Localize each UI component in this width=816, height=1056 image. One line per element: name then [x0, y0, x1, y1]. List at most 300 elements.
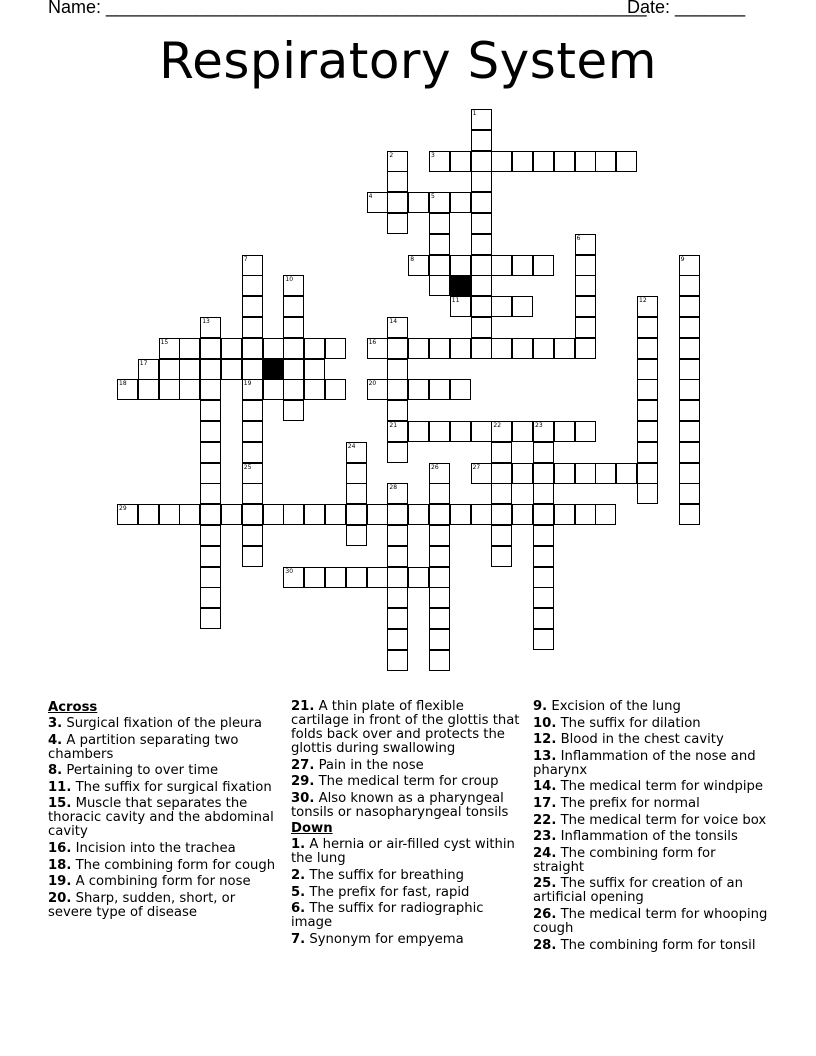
- cell-number: 1: [472, 110, 477, 117]
- across-clue: [291, 775, 523, 789]
- grid-cell[interactable]: [595, 463, 616, 484]
- grid-cell[interactable]: [200, 421, 221, 442]
- grid-cell[interactable]: [429, 234, 450, 255]
- clue-number: 24.: [533, 845, 557, 861]
- grid-cell[interactable]: [491, 296, 512, 317]
- grid-cell[interactable]: [512, 463, 533, 484]
- grid-cell[interactable]: [554, 338, 575, 359]
- grid-cell[interactable]: [679, 379, 700, 400]
- grid-cell[interactable]: [429, 587, 450, 608]
- grid-cell[interactable]: [429, 275, 450, 296]
- clue-number: 28.: [533, 937, 557, 953]
- grid-cell[interactable]: [325, 504, 346, 525]
- cell-number: 6: [576, 234, 581, 242]
- grid-cell[interactable]: [491, 463, 512, 484]
- grid-cell[interactable]: [200, 608, 221, 629]
- grid-cell[interactable]: [346, 525, 367, 546]
- down-clue: [533, 797, 768, 811]
- grid-cell[interactable]: [429, 629, 450, 650]
- grid-cell[interactable]: [679, 483, 700, 504]
- grid-cell[interactable]: [283, 359, 304, 380]
- grid-cell[interactable]: [179, 504, 200, 525]
- down-clue: [533, 717, 768, 731]
- grid-cell[interactable]: [679, 359, 700, 380]
- grid-cell[interactable]: [679, 421, 700, 442]
- grid-cell[interactable]: [637, 317, 658, 338]
- grid-cell[interactable]: [637, 400, 658, 421]
- grid-cell[interactable]: [429, 504, 450, 525]
- grid-cell[interactable]: [575, 504, 596, 525]
- grid-cell[interactable]: [429, 213, 450, 234]
- grid-cell[interactable]: [429, 525, 450, 546]
- clue-text: The combining form for straight: [533, 845, 716, 875]
- grid-cell[interactable]: [387, 546, 408, 567]
- grid-cell[interactable]: [283, 379, 304, 400]
- down-clue: [533, 877, 768, 905]
- black-cell: [450, 275, 471, 296]
- grid-cell[interactable]: [533, 483, 554, 504]
- clue-text: The suffix for breathing: [305, 867, 465, 883]
- grid-cell[interactable]: [533, 525, 554, 546]
- down-clue: [533, 939, 768, 953]
- clue-number: 23.: [533, 829, 557, 845]
- grid-cell[interactable]: [450, 379, 471, 400]
- cell-number: 14: [389, 318, 398, 325]
- down-clue: [533, 908, 768, 936]
- grid-cell[interactable]: [263, 338, 284, 359]
- grid-cell[interactable]: [450, 192, 471, 213]
- grid-cell[interactable]: [512, 296, 533, 317]
- grid-cell[interactable]: [595, 151, 616, 172]
- grid-cell[interactable]: [304, 567, 325, 588]
- grid-cell[interactable]: [429, 608, 450, 629]
- cell-number: 24: [347, 442, 356, 450]
- down-clue: [533, 750, 768, 778]
- clue-number: 22.: [533, 812, 557, 828]
- grid-cell[interactable]: [408, 504, 429, 525]
- down-clue: [533, 733, 768, 747]
- grid-cell[interactable]: [387, 400, 408, 421]
- grid-cell[interactable]: [533, 463, 554, 484]
- grid-cell[interactable]: [471, 234, 492, 255]
- grid-cell[interactable]: [491, 483, 512, 504]
- grid-cell[interactable]: [533, 608, 554, 629]
- grid-cell[interactable]: [242, 275, 263, 296]
- cell-number: 22: [493, 422, 502, 429]
- cell-number: 15: [160, 338, 169, 346]
- clue-number: 11.: [48, 779, 72, 795]
- grid-cell[interactable]: [679, 338, 700, 359]
- grid-cell[interactable]: [512, 338, 533, 359]
- grid-cell[interactable]: [575, 275, 596, 296]
- grid-cell[interactable]: [283, 317, 304, 338]
- grid-cell[interactable]: [200, 525, 221, 546]
- grid-cell[interactable]: [471, 213, 492, 234]
- grid-cell[interactable]: [200, 546, 221, 567]
- clue-number: 16.: [48, 840, 72, 856]
- down-heading: Down: [291, 821, 333, 837]
- grid-cell[interactable]: [367, 504, 388, 525]
- clues-column-2: [291, 700, 523, 949]
- cell-number: 4: [368, 193, 373, 201]
- grid-cell[interactable]: [283, 338, 304, 359]
- grid-cell[interactable]: [387, 567, 408, 588]
- grid-cell[interactable]: [325, 338, 346, 359]
- clue-number: 4.: [48, 732, 63, 748]
- across-clue: [291, 700, 523, 756]
- grid-cell[interactable]: [491, 151, 512, 172]
- grid-cell[interactable]: [387, 338, 408, 359]
- across-clue: [48, 892, 278, 920]
- grid-cell[interactable]: [429, 483, 450, 504]
- grid-cell[interactable]: [242, 317, 263, 338]
- grid-cell[interactable]: [637, 442, 658, 463]
- clue-number: 20.: [48, 890, 72, 906]
- grid-cell[interactable]: [242, 338, 263, 359]
- grid-cell[interactable]: [200, 379, 221, 400]
- grid-cell[interactable]: [450, 504, 471, 525]
- across-clue: [48, 734, 278, 762]
- down-clue: [291, 886, 523, 900]
- grid-cell[interactable]: [200, 338, 221, 359]
- grid-cell[interactable]: [554, 151, 575, 172]
- clue-number: 29.: [291, 774, 315, 790]
- grid-cell[interactable]: [533, 255, 554, 276]
- clue-number: 3.: [48, 716, 63, 731]
- grid-cell[interactable]: [325, 379, 346, 400]
- clue-text: The medical term for windpipe: [556, 779, 764, 795]
- clue-number: 26.: [533, 906, 557, 922]
- grid-cell[interactable]: [471, 504, 492, 525]
- grid-cell[interactable]: [346, 567, 367, 588]
- grid-cell[interactable]: [616, 463, 637, 484]
- clue-text: The suffix for dilation: [556, 715, 701, 731]
- grid-cell[interactable]: [242, 296, 263, 317]
- grid-cell[interactable]: [200, 463, 221, 484]
- grid-cell[interactable]: [679, 463, 700, 484]
- down-clue: [291, 902, 523, 930]
- grid-cell[interactable]: [179, 359, 200, 380]
- grid-cell[interactable]: [242, 504, 263, 525]
- grid-cell[interactable]: [512, 151, 533, 172]
- grid-cell[interactable]: [200, 587, 221, 608]
- clue-text: Inflammation of the tonsils: [556, 829, 738, 845]
- grid-cell[interactable]: [242, 359, 263, 380]
- clues-column-3: [533, 700, 768, 955]
- clue-text: The suffix for surgical fixation: [71, 779, 272, 795]
- clue-text: Blood in the chest cavity: [556, 732, 724, 748]
- grid-cell[interactable]: [283, 504, 304, 525]
- grid-cell[interactable]: [408, 379, 429, 400]
- grid-cell[interactable]: [575, 463, 596, 484]
- clue-number: 27.: [291, 757, 315, 773]
- grid-cell[interactable]: [512, 421, 533, 442]
- grid-cell[interactable]: [408, 192, 429, 213]
- grid-cell[interactable]: [575, 421, 596, 442]
- down-clue: [291, 933, 523, 947]
- cell-number: 9: [680, 255, 685, 263]
- grid-cell[interactable]: [533, 151, 554, 172]
- grid-cell[interactable]: [533, 504, 554, 525]
- grid-cell[interactable]: [387, 525, 408, 546]
- clue-number: 15.: [48, 796, 72, 812]
- cell-number: 8: [410, 255, 415, 263]
- grid-cell[interactable]: [491, 546, 512, 567]
- grid-cell[interactable]: [387, 629, 408, 650]
- clue-text: A thin plate of flexible cartilage in front of the glottis that folds back over and protects the glottis during swallowing: [291, 699, 520, 756]
- grid-cell[interactable]: [679, 296, 700, 317]
- clue-number: 9.: [533, 699, 548, 714]
- grid-cell[interactable]: [159, 504, 180, 525]
- across-clue: [48, 859, 278, 873]
- grid-cell[interactable]: [283, 296, 304, 317]
- grid-cell[interactable]: [200, 400, 221, 421]
- grid-cell[interactable]: [387, 359, 408, 380]
- clue-text: Muscle that separates the thoracic cavity and the abdominal cavity: [48, 796, 274, 840]
- clue-text: Inflammation of the nose and pharynx: [533, 748, 756, 778]
- grid-cell[interactable]: [263, 504, 284, 525]
- grid-cell[interactable]: [242, 421, 263, 442]
- grid-cell[interactable]: [616, 151, 637, 172]
- grid-cell[interactable]: [159, 359, 180, 380]
- grid-cell[interactable]: [304, 359, 325, 380]
- cell-number: 10: [285, 276, 294, 284]
- clue-text: The suffix for radiographic image: [291, 901, 484, 931]
- grid-cell[interactable]: [595, 504, 616, 525]
- grid-cell[interactable]: [679, 504, 700, 525]
- clue-text: Surgical fixation of the pleura: [62, 716, 262, 731]
- grid-cell[interactable]: [637, 463, 658, 484]
- grid-cell[interactable]: [221, 359, 242, 380]
- clue-text: The suffix for creation of an artificial opening: [533, 876, 743, 906]
- grid-cell[interactable]: [242, 400, 263, 421]
- grid-cell[interactable]: [533, 567, 554, 588]
- clue-number: 6.: [291, 901, 306, 917]
- grid-cell[interactable]: [408, 338, 429, 359]
- cell-number: 13: [202, 318, 210, 325]
- grid-cell[interactable]: [575, 151, 596, 172]
- grid-cell[interactable]: [242, 483, 263, 504]
- grid-cell[interactable]: [471, 275, 492, 296]
- clue-number: 17.: [533, 795, 557, 811]
- grid-cell[interactable]: [387, 213, 408, 234]
- grid-cell[interactable]: [138, 379, 159, 400]
- cell-number: 18: [119, 380, 127, 388]
- grid-cell[interactable]: [408, 421, 429, 442]
- cell-number: 26: [431, 463, 439, 471]
- grid-cell[interactable]: [575, 317, 596, 338]
- grid-cell[interactable]: [637, 379, 658, 400]
- clue-number: 2.: [291, 867, 306, 883]
- name-field[interactable]: Name: ______________________________________________________: [48, 0, 647, 17]
- cell-number: 7: [243, 255, 248, 263]
- grid-cell[interactable]: [429, 546, 450, 567]
- grid-cell[interactable]: [491, 338, 512, 359]
- grid-cell[interactable]: [533, 546, 554, 567]
- cell-number: 17: [139, 359, 148, 367]
- grid-cell[interactable]: [554, 463, 575, 484]
- grid-cell[interactable]: [637, 421, 658, 442]
- grid-cell[interactable]: [471, 421, 492, 442]
- grid-cell[interactable]: [450, 151, 471, 172]
- across-clue: [48, 764, 278, 778]
- grid-cell[interactable]: [242, 525, 263, 546]
- grid-cell[interactable]: [200, 483, 221, 504]
- grid-cell[interactable]: [242, 442, 263, 463]
- clue-number: 13.: [533, 748, 557, 764]
- across-clue: [48, 797, 278, 839]
- grid-cell[interactable]: [512, 255, 533, 276]
- cell-number: 19: [243, 380, 252, 388]
- grid-cell[interactable]: [471, 317, 492, 338]
- clue-number: 1.: [291, 837, 306, 853]
- grid-cell[interactable]: [471, 192, 492, 213]
- grid-cell[interactable]: [304, 338, 325, 359]
- grid-cell[interactable]: [533, 338, 554, 359]
- grid-cell[interactable]: [554, 504, 575, 525]
- grid-cell[interactable]: [471, 296, 492, 317]
- down-clue: [533, 814, 768, 828]
- grid-cell[interactable]: [346, 463, 367, 484]
- clue-number: 10.: [533, 715, 557, 731]
- clue-number: 12.: [533, 732, 557, 748]
- down-clue: [291, 838, 523, 866]
- cell-number: 27: [472, 463, 481, 471]
- grid-cell[interactable]: [179, 338, 200, 359]
- cell-number: 23: [535, 422, 543, 429]
- clue-text: Sharp, sudden, short, or severe type of disease: [48, 890, 236, 920]
- grid-cell[interactable]: [471, 151, 492, 172]
- grid-cell[interactable]: [533, 587, 554, 608]
- down-clue: [533, 780, 768, 794]
- grid-cell[interactable]: [367, 567, 388, 588]
- grid-cell[interactable]: [533, 442, 554, 463]
- clue-number: 14.: [533, 779, 557, 795]
- grid-cell[interactable]: [387, 650, 408, 671]
- clue-text: A combining form for nose: [71, 874, 251, 890]
- grid-cell[interactable]: [408, 567, 429, 588]
- grid-cell[interactable]: [200, 442, 221, 463]
- grid-cell[interactable]: [450, 255, 471, 276]
- grid-cell[interactable]: [387, 587, 408, 608]
- down-clue: [533, 830, 768, 844]
- across-heading: Across: [48, 700, 98, 715]
- grid-cell[interactable]: [512, 504, 533, 525]
- clue-text: The prefix for fast, rapid: [305, 884, 470, 900]
- page-title: Respiratory System: [159, 32, 657, 90]
- grid-cell[interactable]: [179, 379, 200, 400]
- clue-text: A hernia or air-filled cyst within the lung: [291, 837, 515, 867]
- grid-cell[interactable]: [575, 338, 596, 359]
- grid-cell[interactable]: [575, 296, 596, 317]
- grid-cell[interactable]: [491, 504, 512, 525]
- grid-cell[interactable]: [429, 650, 450, 671]
- grid-cell[interactable]: [387, 442, 408, 463]
- grid-cell[interactable]: [200, 567, 221, 588]
- grid-cell[interactable]: [429, 338, 450, 359]
- grid-cell[interactable]: [575, 255, 596, 276]
- cell-number: 20: [368, 380, 377, 388]
- grid-cell[interactable]: [637, 338, 658, 359]
- clue-number: 19.: [48, 874, 72, 890]
- clue-text: The combining form for cough: [71, 857, 276, 873]
- grid-cell[interactable]: [304, 504, 325, 525]
- cell-number: 3: [431, 151, 435, 159]
- grid-cell[interactable]: [533, 629, 554, 650]
- grid-cell[interactable]: [346, 504, 367, 525]
- grid-cell[interactable]: [387, 192, 408, 213]
- grid-cell[interactable]: [304, 379, 325, 400]
- grid-cell[interactable]: [387, 608, 408, 629]
- clue-number: 5.: [291, 884, 306, 900]
- clue-text: Excision of the lung: [547, 699, 681, 714]
- date-field[interactable]: Date: _______: [627, 0, 746, 17]
- grid-cell[interactable]: [200, 359, 221, 380]
- clue-text: Synonym for empyema: [305, 931, 464, 947]
- cell-number: 30: [285, 567, 294, 575]
- clue-text: A partition separating two chambers: [48, 732, 239, 762]
- cell-number: 11: [451, 297, 460, 305]
- grid-cell[interactable]: [679, 442, 700, 463]
- grid-cell[interactable]: [491, 255, 512, 276]
- grid-cell[interactable]: [471, 338, 492, 359]
- cell-number: 12: [639, 297, 647, 305]
- grid-cell[interactable]: [200, 504, 221, 525]
- grid-cell[interactable]: [221, 504, 242, 525]
- grid-cell[interactable]: [159, 379, 180, 400]
- across-clue: [48, 842, 278, 856]
- grid-cell[interactable]: [471, 255, 492, 276]
- grid-cell[interactable]: [325, 567, 346, 588]
- grid-cell[interactable]: [387, 171, 408, 192]
- grid-cell[interactable]: [387, 504, 408, 525]
- grid-cell[interactable]: [429, 421, 450, 442]
- grid-cell[interactable]: [471, 171, 492, 192]
- clue-number: 21.: [291, 699, 315, 714]
- clue-text: The combining form for tonsil: [556, 937, 756, 953]
- grid-cell[interactable]: [450, 338, 471, 359]
- grid-cell[interactable]: [138, 504, 159, 525]
- grid-cell[interactable]: [637, 483, 658, 504]
- grid-cell[interactable]: [471, 130, 492, 151]
- clue-number: 8.: [48, 763, 63, 779]
- grid-cell[interactable]: [450, 421, 471, 442]
- cell-number: 21: [389, 422, 398, 429]
- cell-number: 25: [243, 463, 252, 471]
- cell-number: 16: [368, 338, 377, 346]
- across-clue: [291, 792, 523, 820]
- grid-cell[interactable]: [263, 379, 284, 400]
- grid-cell[interactable]: [242, 546, 263, 567]
- grid-cell[interactable]: [679, 400, 700, 421]
- grid-cell[interactable]: [429, 379, 450, 400]
- down-clue: [533, 700, 768, 714]
- grid-cell[interactable]: [387, 379, 408, 400]
- clue-text: Also known as a pharyngeal tonsils or nasopharyngeal tonsils: [291, 790, 509, 820]
- grid-cell[interactable]: [429, 567, 450, 588]
- grid-cell[interactable]: [283, 400, 304, 421]
- grid-cell[interactable]: [637, 359, 658, 380]
- grid-cell[interactable]: [554, 421, 575, 442]
- grid-cell[interactable]: [679, 275, 700, 296]
- grid-cell[interactable]: [221, 338, 242, 359]
- grid-cell[interactable]: [679, 317, 700, 338]
- grid-cell[interactable]: [491, 525, 512, 546]
- grid-cell[interactable]: [429, 255, 450, 276]
- across-clue: [291, 759, 523, 773]
- grid-cell[interactable]: [346, 483, 367, 504]
- grid-cell[interactable]: [491, 442, 512, 463]
